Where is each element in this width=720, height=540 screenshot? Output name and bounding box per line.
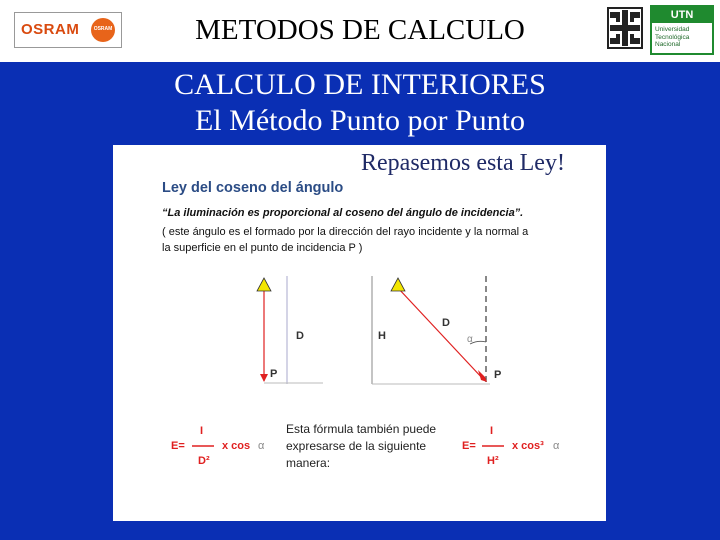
formula2-den: H² (487, 455, 499, 467)
formula1-lhs: E= (171, 440, 185, 452)
formula2-lhs: E= (462, 440, 476, 452)
formula2-alpha: α (553, 440, 560, 452)
formula2-tail: x cos³ (512, 440, 544, 452)
page-title: METODOS DE CALCULO (195, 14, 525, 46)
right-source-icon (391, 278, 405, 291)
right-p-label: P (494, 369, 502, 381)
angle-label: α (467, 334, 473, 345)
figure-description: ( este ángulo es el formado por la dirección del rayo incidente y la normal a la superficie en el punto de incidencia P ) (162, 226, 529, 254)
utn-name: UTN (652, 7, 712, 23)
utn-subtitle: Universidad Tecnológica Nacional (655, 26, 690, 48)
left-d-label: D (296, 330, 304, 342)
figure-quote: “La iluminación es proporcional al coseno del ángulo de incidencia”. (162, 207, 524, 219)
formula1-tail: x cos (222, 440, 251, 452)
formula1-num: I (200, 425, 204, 437)
formula1-den: D² (198, 455, 210, 467)
left-source-icon (257, 278, 271, 291)
callout-text: Repasemos esta Ley! (361, 150, 565, 176)
formula1-alpha: α (258, 440, 265, 452)
right-h-label: H (378, 330, 386, 342)
osram-bulb-icon: OSRAM (91, 18, 115, 42)
right-d-label: D (442, 317, 450, 329)
osram-wordmark: OSRAM (21, 21, 80, 38)
formula-note: Esta fórmula también puede expresarse de la siguiente manera: (286, 422, 437, 470)
method-title: El Método Punto por Punto (194, 104, 525, 137)
formula2-num: I (490, 425, 494, 437)
left-ray-arrow (260, 374, 268, 382)
figure-title: Ley del coseno del ángulo (162, 180, 344, 196)
left-p-label: P (270, 368, 278, 380)
section-title: CALCULO DE INTERIORES (174, 68, 546, 101)
